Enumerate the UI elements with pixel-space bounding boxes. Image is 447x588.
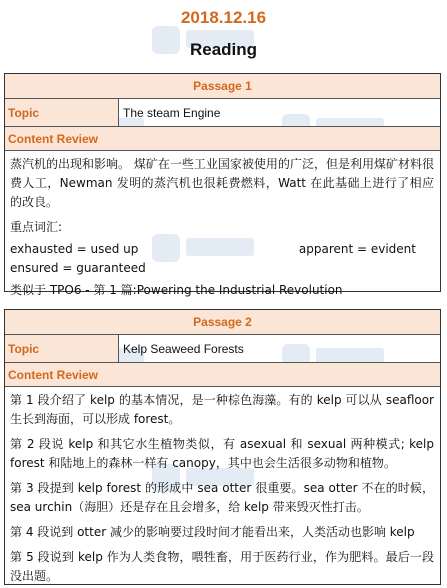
passage-1-topic-row: [5, 99, 440, 127]
topic-value: Kelp Seaweed Forests: [123, 342, 244, 356]
topic-value: The steam Engine: [123, 106, 221, 120]
content-review-label: Content Review: [5, 363, 440, 387]
review-paragraph: 第 4 段说到 otter 减少的影响要过段时间才能看出来，人类活动也影响 kelp: [10, 525, 415, 539]
topic-label: Topic: [5, 99, 119, 126]
review-paragraph: 第 2 段说 kelp 和其它水生植物类似，有 asexual 和 sexual 两种模式; kelp forest 和陆地上的森林一样有 canopy，其中也会生活很多动物和植物。: [10, 437, 434, 470]
passage-2-label: Passage 2: [5, 310, 440, 335]
keyword-list: [10, 240, 434, 278]
document-date: 2018.12.16: [180, 8, 267, 27]
review-paragraph: 蒸汽机的出现和影响。 煤矿在一些工业国家被使用的广泛，但是利用煤矿材料很费人工，Newman 发明的蒸汽机也很耗费燃料，Watt 在此基础上进行了相应的改良。: [10, 157, 434, 209]
passage-1-content: [5, 151, 440, 300]
keywords-heading: 重点词汇:: [10, 220, 63, 234]
review-paragraph: 第 1 段介绍了 kelp 的基本情况，是一种棕色海藻。有的 kelp 可以从 seafloor 生长到海面，可以形成 forest。: [10, 393, 434, 426]
passage-1-card: [4, 73, 441, 297]
passage-2-card: [4, 309, 441, 585]
review-paragraph: 第 5 段说到 kelp 作为人类食物，喂牲畜，用于医药行业，作为肥料。最后一段没出题。: [10, 550, 434, 583]
passage-1-label: Passage 1: [5, 74, 440, 99]
keyword-item: exhausted = used up: [10, 242, 139, 256]
passage-2-topic-row: [5, 335, 440, 363]
keyword-item: ensured = guaranteed: [10, 261, 146, 275]
review-paragraph: 第 3 段提到 kelp forest 的形成中 sea otter 很重要。sea otter 不在的时候，sea urchin（海胆）还是存在且会增多，给 kelp 带来毁灭性打击。: [10, 481, 434, 514]
similar-reference: 类似于 TPO6 - 第 1 篇:Powering the Industrial Revolution: [10, 283, 343, 297]
topic-label: Topic: [5, 335, 119, 362]
keyword-item: apparent = evident: [298, 242, 416, 256]
page-title: Reading: [189, 40, 258, 59]
content-review-label: Content Review: [5, 127, 440, 151]
passage-2-content: [5, 387, 440, 586]
